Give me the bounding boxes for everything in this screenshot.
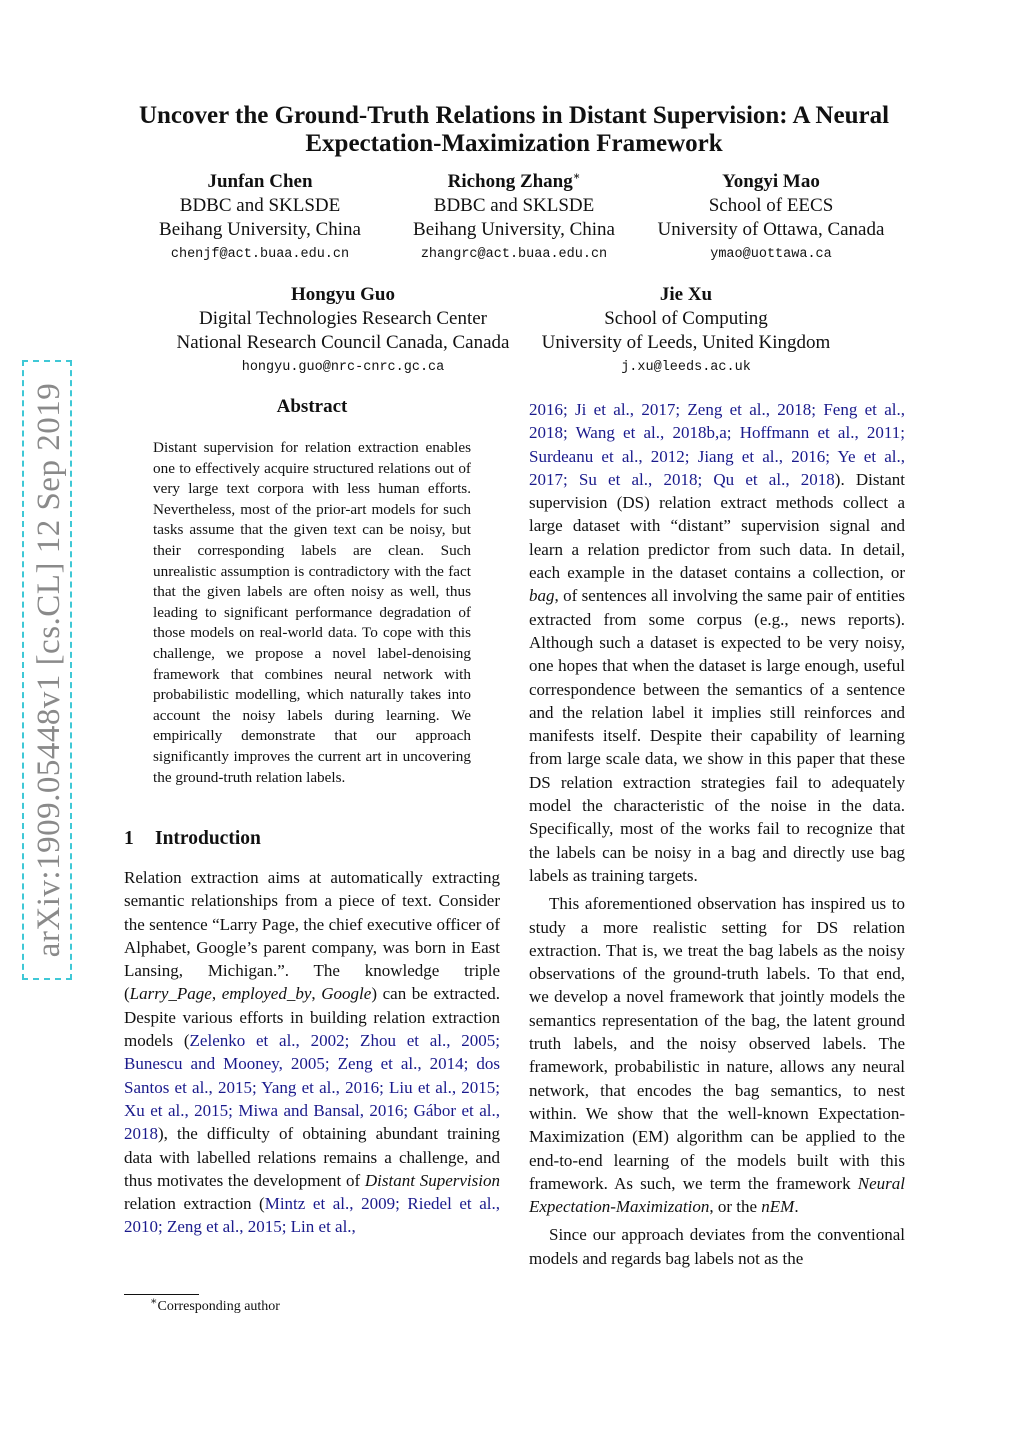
author-affiliation: Beihang University, China [413,219,615,240]
author-block [526,283,846,381]
body-text: This aforementioned observation has inspired us to study a more realistic setting for DS relation extraction. That is, we treat the bag labels as the noisy observations of the ground-truth labels. To that end, we develop a novel framework that jointly models the semantics representation of the bag, the latent ground truth labels, and the noisy observed labels. The framework, probabilistic in nature, allows any neural network, that encodes the bag semantics, to nest within. We show that the well-known Expectation-Maximization (EM) algorithm can be applied to the end-to-end learning of the models built with this framework. As such, we term the framework [529,894,905,1193]
abstract-text: Distant supervision for relation extraction enables one to effectively acquire structured relations out of very large text corpora with less human efforts. Nevertheless, most of the prior-art models for such tasks assume that the given text can be noisy, but their corresponding labels are clean. Such unrealistic assumption is contradictory with the fact that the given labels are often noisy as well, thus leading to significant performance degradation of those models on real-world data. To cope with this challenge, we propose a novel label-denoising framework that combines neural network with probabilistic modelling, which naturally takes into account the noisy labels during learning. We empirically demonstrate that our approach significantly improves the current art in uncovering the ground-truth relation labels. [153,439,471,786]
section-number: 1 [124,828,134,849]
footnote [150,1295,280,1315]
author-affiliation: School of EECS [708,195,834,216]
author-name: Hongyu Guo [290,284,395,305]
author-affiliation: BDBC and SKLSDE [433,195,595,216]
author-name: Jie Xu [659,284,713,305]
author-email: ymao@uottawa.ca [710,247,832,262]
body-text: ) can be extracted. Despite various efforts in building relation extraction models ( [124,984,501,1051]
citation-link[interactable]: Mintz et al., 2009; Riedel et al., 2010; Zeng et al., 2015; Lin et al., [124,1194,500,1237]
triple-object: Google [321,984,372,1004]
footnote-rule [124,1294,199,1295]
author-email: hongyu.guo@nrc-cnrc.gc.ca [241,360,445,375]
author-email: j.xu@leeds.ac.uk [621,360,751,375]
triple-relation: employed_by [221,984,312,1004]
body-text: relation extraction ( [124,1194,265,1214]
author-affiliation: University of Leeds, United Kingdom [541,332,831,353]
author-name: Richong Zhang [447,171,573,192]
body-text: ), the difficulty of obtaining abundant training data with labelled relations remains a challenge, and thus motivates the development of [124,1124,500,1190]
author-affiliation: BDBC and SKLSDE [179,195,341,216]
body-text: , of sentences all involving the same pair of entities extracted from some corpus (e.g., news reports). Although such a dataset is expected to be very noisy, one hopes that when the dataset is large enough, useful correspondence between the semantics of a sentence and the relation label it implies still reinforces and manifests itself. Despite their capability of learning from large scale data, we show in this paper that these DS relation extraction strategies fail to adequately model the characteristic of the noise in the data. Specifically, most of the works fail to recognize that the labels can be noisy in a bag and directly use bag labels as training targets. [529,586,905,885]
body-text: , or the [709,1197,762,1217]
body-text: , [211,984,222,1004]
citation-link[interactable]: Zelenko et al., 2002; Zhou et al., 2005; Bunescu and Mooney, 2005; Zeng et al., 2014; dos Santos et al., 2015; Yang et al., 2016; Liu et al., 2015; Xu et al., 2015; Miwa and Bansal, 2016; Gábor et al., 2018 [124,1031,500,1144]
body-text: , [311,984,322,1004]
footnote-mark: ∗ [150,1295,158,1308]
term-distant-supervision: Distant Supervision [364,1170,500,1190]
author-block [636,170,906,268]
section-title: Introduction [155,828,261,849]
author-affiliation: Beihang University, China [159,219,361,240]
body-text: ). Distant supervision (DS) relation extract methods collect a large dataset with “distant” supervision signal and learn a relation predictor from such data. In detail, each example in the dataset contains a collection, or [529,469,905,583]
author-block [384,170,644,268]
author-block [150,283,536,381]
citation-link[interactable]: 2016; Ji et al., 2017; Zeng et al., 2018; Feng et al., 2018; Wang et al., 2018b,a; Hoffmann et al., 2011; Surdeanu et al., 2012; Jiang et al., 2016; Ye et al., 2017; Su et al., 2018; Qu et al., 2018 [529,400,905,489]
body-text: . [794,1197,799,1217]
arxiv-stamp: arXiv:1909.05448v1 [cs.CL] 12 Sep 2019 [22,360,72,980]
author-name: Yongyi Mao [722,171,820,192]
author-name: Junfan Chen [207,171,313,192]
term-nem-full: Neural Expectation-Maximization [529,1173,905,1217]
author-affiliation: School of Computing [604,308,768,329]
author-affiliation: Digital Technologies Research Center [199,308,487,329]
intro-right-column [529,398,905,1270]
footnote-text: Corresponding author [157,1299,280,1314]
author-block [130,170,390,268]
intro-paragraph [529,892,905,1218]
intro-paragraph: Since our approach deviates from the conventional models and regards bag labels not as the [529,1225,905,1268]
author-email: chenjf@act.buaa.edu.cn [170,247,350,262]
author-affiliation: University of Ottawa, Canada [657,219,885,240]
paper-title: Uncover the Ground-Truth Relations in Distant Supervision: A Neural Expectation-Maximization Framework [138,102,890,157]
intro-paragraph [124,866,500,1239]
intro-paragraph [529,398,905,887]
author-affiliation: National Research Council Canada, Canada [176,332,510,353]
body-text: Relation extraction aims at automatically extracting semantic relationships from a piece of text. Consider the sentence “Larry Page, the chief executive officer of Alphabet, Google’s parent company, was born in East Lansing, Michigan.”. The knowledge triple ( [124,868,500,1004]
term-nem: nEM [761,1197,795,1217]
abstract-heading: Abstract [276,396,348,417]
section-heading [124,828,261,850]
term-bag: bag [529,586,555,606]
triple-subject: Larry_Page [129,984,212,1004]
author-email: zhangrc@act.buaa.edu.cn [420,247,608,262]
corresponding-mark: ∗ [572,170,581,183]
intro-left-column [124,866,500,1239]
